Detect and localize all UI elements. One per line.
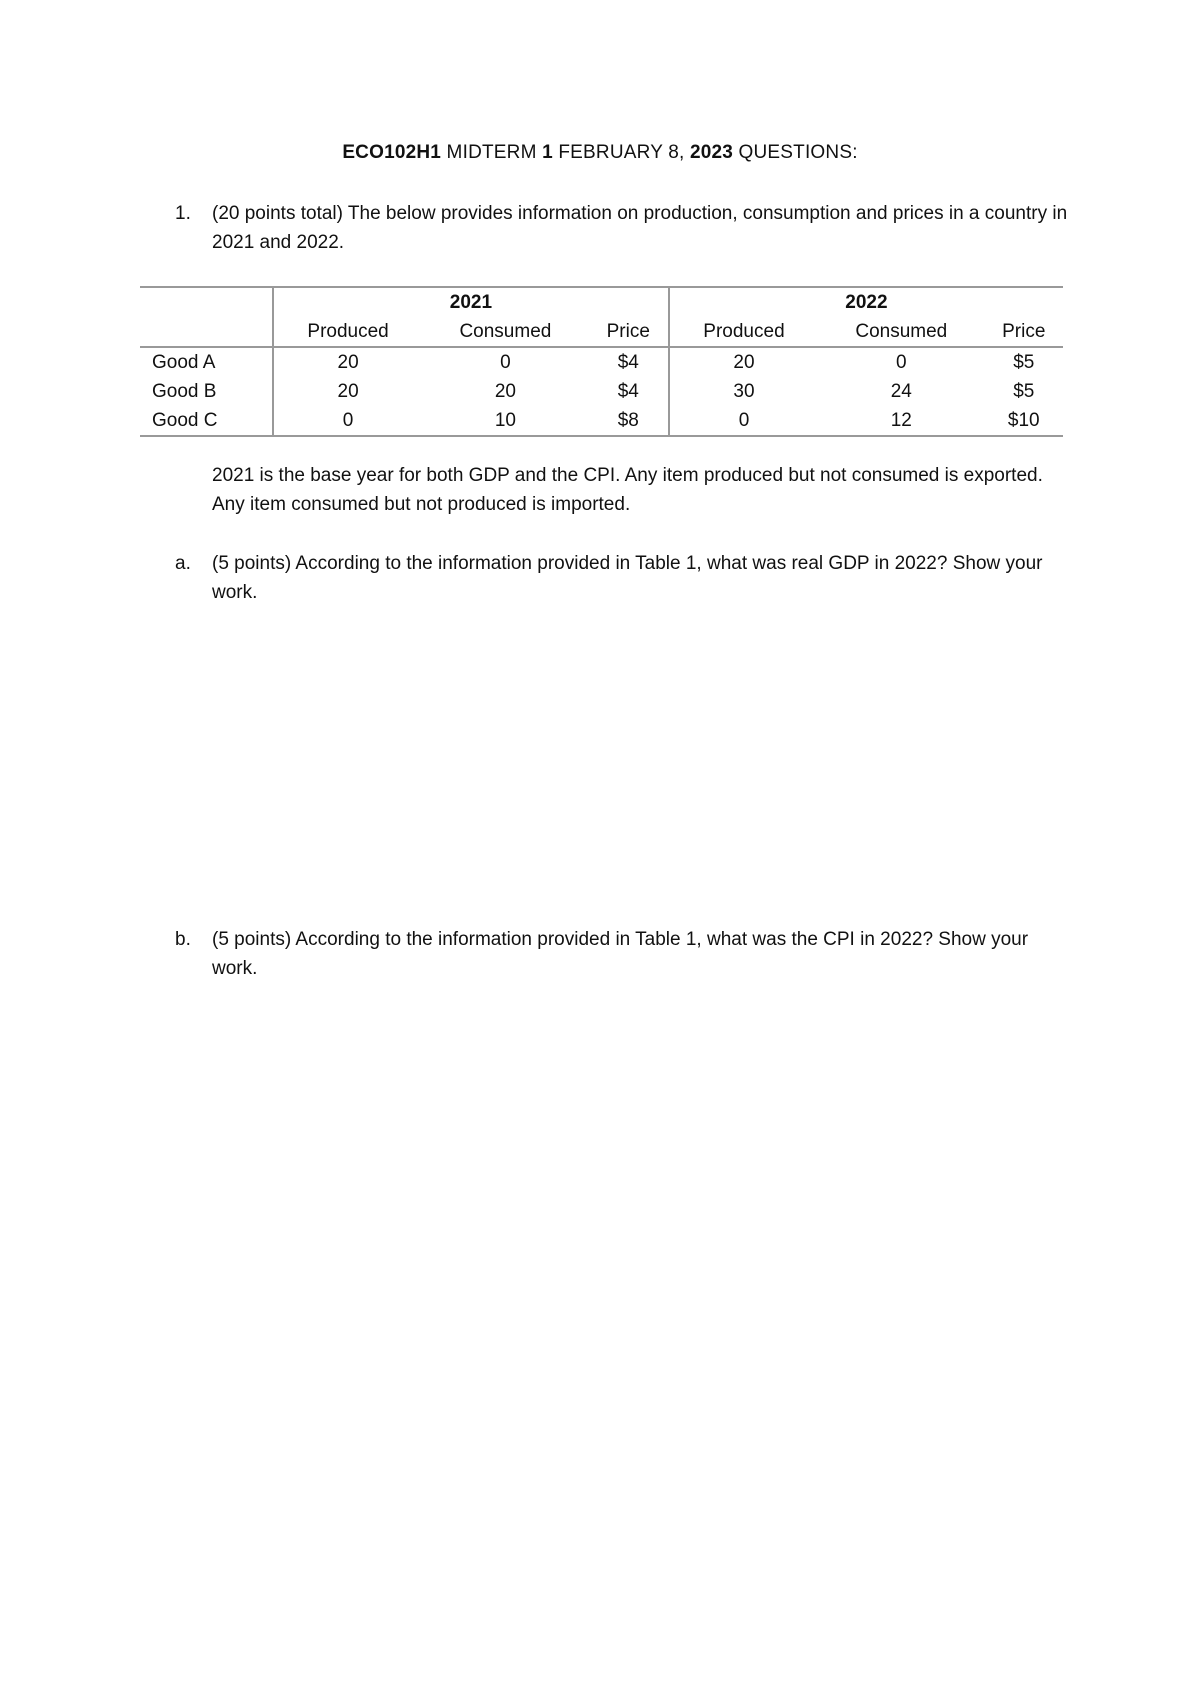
table-cell: 20 xyxy=(494,380,516,402)
question-a-marker: a. xyxy=(175,553,191,574)
year-2022-header: 2022 xyxy=(669,287,1063,317)
question-a xyxy=(175,549,1075,607)
table-cell: $10 xyxy=(1007,409,1040,431)
table-cell: $8 xyxy=(617,409,639,431)
table-cell: 30 xyxy=(669,377,818,406)
column-header-row xyxy=(140,317,1063,347)
title-year: 2023 xyxy=(689,142,734,163)
title-date: FEBRUARY 8, xyxy=(552,142,690,163)
question-b xyxy=(175,925,1075,983)
table-cell: $4 xyxy=(617,380,639,402)
row-label: Good B xyxy=(152,380,217,402)
table-cell: 0 xyxy=(669,406,818,436)
column-header: Price xyxy=(589,317,669,347)
question-a-text: (5 points) According to the information provided in Table 1, what was real GDP in 2022? Show your work. xyxy=(212,553,1043,603)
column-header: Consumed xyxy=(422,317,588,347)
table-cell: $5 xyxy=(1013,351,1035,373)
table-cell: 20 xyxy=(669,347,818,377)
question-1-text: (20 points total) The below provides information on production, consumption and prices in a country in 2021 and 2022. xyxy=(212,203,1068,253)
base-year-note: 2021 is the base year for both GDP and the CPI. Any item produced but not consumed is exported. Any item consumed but not produced is imported. xyxy=(212,465,1043,515)
page-title xyxy=(0,142,1200,164)
table-cell: 20 xyxy=(273,377,422,406)
table-cell: 0 xyxy=(273,406,422,436)
title-middle: MIDTERM xyxy=(441,142,543,163)
question-1-number: 1. xyxy=(175,203,191,224)
year-2021-header: 2021 xyxy=(273,287,669,317)
row-label: Good C xyxy=(152,409,218,431)
course-code: ECO102H1 xyxy=(342,142,442,163)
year-header-row xyxy=(140,287,1063,317)
table-row xyxy=(140,377,1063,406)
table-cell: 10 xyxy=(494,409,516,431)
column-header: Consumed xyxy=(818,317,984,347)
table-cell: 0 xyxy=(500,351,511,373)
column-header: Produced xyxy=(273,317,422,347)
table-cell: 0 xyxy=(896,351,907,373)
column-header: Produced xyxy=(669,317,818,347)
table-cell: 20 xyxy=(273,347,422,377)
table-cell: $4 xyxy=(617,351,639,373)
row-label: Good A xyxy=(152,351,216,373)
table-row xyxy=(140,406,1063,436)
column-header: Price xyxy=(985,317,1063,347)
table-row xyxy=(140,347,1063,377)
table-cell: $5 xyxy=(1013,380,1035,402)
table-cell: 12 xyxy=(890,409,912,431)
question-1 xyxy=(175,199,1075,257)
title-end: QUESTIONS: xyxy=(733,142,858,163)
production-table xyxy=(140,286,1063,437)
question-b-marker: b. xyxy=(175,929,191,950)
midterm-number: 1 xyxy=(542,142,553,163)
table-cell: 24 xyxy=(890,380,912,402)
question-b-text: (5 points) According to the information provided in Table 1, what was the CPI in 2022? Show your work. xyxy=(212,929,1029,979)
